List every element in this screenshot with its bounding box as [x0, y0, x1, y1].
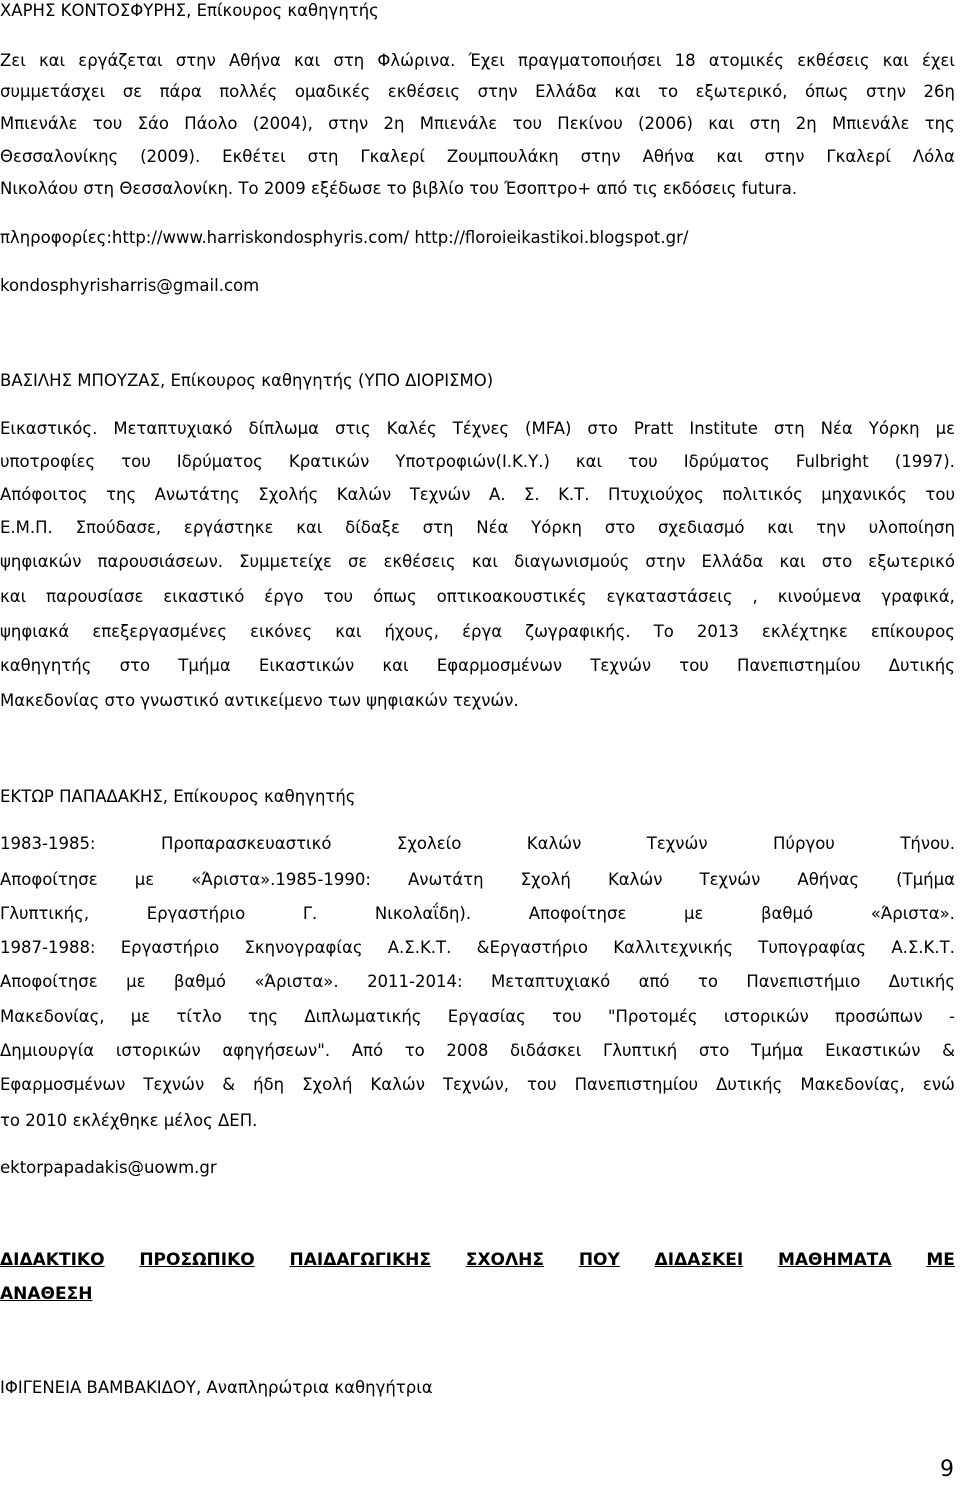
word: Τμήμα	[751, 1041, 804, 1060]
word: Μπιενάλε	[832, 114, 910, 133]
word: στη	[749, 114, 781, 133]
section-3-line-3	[0, 903, 955, 925]
word: Α.Σ.Κ.Τ.	[891, 938, 955, 957]
word: Αθήνα	[642, 147, 695, 166]
word: Ζει	[0, 51, 26, 70]
word: όπως	[804, 82, 849, 101]
word: Αποφοίτησε	[0, 870, 98, 889]
word: με	[134, 870, 155, 889]
section-3-line-6	[0, 1006, 955, 1028]
word: Τυπογραφίας	[758, 938, 867, 957]
word: Σπούδασε,	[75, 518, 162, 537]
word: Κ.Τ.	[558, 485, 590, 504]
word: και	[575, 452, 603, 471]
word: «Άριστα».1985-1990:	[191, 870, 371, 889]
word: το	[404, 1041, 425, 1060]
word: Σχολείο	[396, 834, 462, 853]
word: «Άριστα».	[870, 904, 955, 923]
word: Μπιενάλε	[419, 114, 498, 133]
section-1-line-1	[0, 50, 955, 72]
section-1-line-4	[0, 146, 955, 168]
word: της	[106, 485, 137, 504]
word: Εικαστικός.	[0, 419, 98, 438]
word: Γλυπτικής,	[0, 904, 90, 923]
word: το	[697, 972, 718, 991]
section-2-heading: ΒΑΣΙΛΗΣ ΜΠΟΥΖΑΣ, Επίκουρος καθηγητής (ΥΠΟ ΔΙΟΡΙΣΜΟ)	[0, 371, 494, 390]
word: από	[638, 972, 670, 991]
word: Γκαλερί	[826, 147, 891, 166]
word: ζωγραφικής.	[525, 622, 631, 641]
word: ήχους,	[384, 622, 440, 641]
word: 1987-1988:	[0, 938, 96, 957]
word: Καλές	[386, 419, 437, 438]
word: οπτικοακουστικές	[436, 587, 587, 606]
word: βαθμό	[173, 972, 227, 991]
section-3-line-5	[0, 971, 955, 993]
section-2-line-4	[0, 517, 955, 539]
word: (1997).	[894, 452, 955, 471]
word: Λόλα	[912, 147, 955, 166]
word: Διπλωματικής	[304, 1007, 422, 1026]
word: Εικαστικών	[825, 1041, 921, 1060]
word: του	[512, 114, 543, 133]
word: του	[121, 452, 151, 471]
word: το	[658, 82, 679, 101]
word: Μεταπτυχιακό	[490, 972, 611, 991]
word: Εφαρμοσμένων	[436, 656, 563, 675]
word: Τέχνες	[452, 419, 510, 438]
word: Καλών	[336, 485, 392, 504]
word: Εργαστήριο	[146, 904, 246, 923]
word: στη	[422, 518, 454, 537]
last-entry-heading: ΙΦΙΓΕΝΕΙΑ ΒΑΜΒΑΚΙΔΟΥ, Αναπληρώτρια καθηγήτρια	[0, 1378, 433, 1397]
word: Εργαστήριο	[120, 938, 220, 957]
section-2-line-3	[0, 484, 955, 506]
section-1-line-3	[0, 113, 955, 135]
word: Τεχνών	[409, 485, 471, 504]
word: Καλλιτεχνικής	[613, 938, 734, 957]
word: στην	[865, 82, 907, 101]
word: Μακεδονίας,	[0, 1007, 105, 1026]
word: αφηγήσεων".	[222, 1041, 331, 1060]
word: Σάο	[137, 114, 169, 133]
word: -	[948, 1007, 955, 1026]
word: Δυτικής	[888, 656, 955, 675]
word: &	[942, 1041, 955, 1060]
word: Πανεπιστήμιο	[746, 972, 861, 991]
word: Μακεδονίας,	[800, 1075, 905, 1094]
word: Νικολαΐδη).	[374, 904, 472, 923]
word: 2η	[383, 114, 405, 133]
word: εκθέσεις	[797, 51, 870, 70]
word: Ζουμπουλάκη	[446, 147, 559, 166]
word: και	[294, 51, 321, 70]
word: σε	[122, 82, 143, 101]
section-2-line-5	[0, 551, 955, 573]
word: με	[683, 904, 704, 923]
word: ΔΙΔΑΣΚΕΙ	[654, 1250, 744, 1270]
word: και	[779, 552, 806, 571]
section-3-email-link[interactable]: ektorpapadakis@uowm.gr	[0, 1158, 217, 1177]
word: Αθήνας	[797, 870, 860, 889]
word: ΠΟΥ	[578, 1250, 620, 1270]
word: με	[130, 1007, 151, 1026]
word: εξωτερικό,	[695, 82, 788, 101]
word: Σχολή	[302, 1075, 353, 1094]
word: πολιτικός	[722, 485, 803, 504]
word: στην	[477, 82, 518, 101]
word: εικόνες	[250, 622, 313, 641]
word: Γλυπτική	[603, 1041, 678, 1060]
word: 18	[674, 51, 696, 70]
word: συμμετάσχει	[0, 82, 106, 101]
word: Έχει	[468, 51, 505, 70]
word: έργα	[462, 622, 503, 641]
word: Ελλάδα	[701, 552, 764, 571]
word: Σχολή	[520, 870, 571, 889]
word: σχεδιασμό	[658, 518, 745, 537]
section-2-line-2	[0, 451, 955, 473]
word: του	[925, 485, 955, 504]
word: Καλών	[370, 1075, 425, 1094]
section-2-line-6	[0, 586, 955, 608]
word: Πανεπιστημίου	[574, 1075, 699, 1094]
section-3-line-8	[0, 1074, 955, 1096]
word: ΔΙΔΑΚΤΙΚΟ	[0, 1250, 105, 1270]
section-3-line-1	[0, 833, 955, 855]
word: Εκθέτει	[222, 147, 286, 166]
word: Καλών	[526, 834, 582, 853]
word: δίπλωμα	[248, 419, 320, 438]
word: καθηγητής	[0, 656, 92, 675]
word: στην	[328, 114, 369, 133]
word: Νέα	[476, 518, 509, 537]
word: Εικαστικών	[258, 656, 355, 675]
section-3-line-7	[0, 1040, 955, 1062]
word: όπως	[373, 587, 417, 606]
word: Pratt	[633, 419, 674, 438]
word: Πύργου	[773, 834, 835, 853]
word: στην	[175, 51, 216, 70]
word: ψηφιακών	[0, 552, 82, 571]
word: Δυτικής	[716, 1075, 783, 1094]
word: Δυτικής	[888, 972, 955, 991]
word: ενώ	[922, 1075, 955, 1094]
section-1-line-5: Νικολάου στη Θεσσαλονίκη. Το 2009 εξέδωσε το βιβλίο του Έσοπτρο+ από τις εκδόσεις futura.	[0, 179, 798, 198]
word: Αποφοίτησε	[528, 904, 627, 923]
word: και	[296, 518, 323, 537]
word: Τεχνών	[699, 870, 761, 889]
word: γραφικά,	[881, 587, 955, 606]
word: ψηφιακά	[0, 622, 70, 641]
word: (2006)	[638, 114, 693, 133]
word: Α.	[488, 485, 506, 504]
word: ατομικές	[708, 51, 785, 70]
word: του	[679, 656, 709, 675]
word: Τμήμα	[178, 656, 231, 675]
word: του	[323, 587, 354, 606]
word: Πανεπιστημίου	[737, 656, 861, 675]
word: και	[0, 587, 27, 606]
word: στην	[645, 552, 686, 571]
word: μηχανικός	[821, 485, 907, 504]
word: παρουσιάσεων.	[97, 552, 224, 571]
bold-heading-line-1	[0, 1249, 955, 1271]
word: Σχολής	[258, 485, 319, 504]
word: Fulbright	[795, 452, 869, 471]
word: ιστορικών	[723, 1007, 809, 1026]
word: εκθέσεις	[383, 552, 456, 571]
word: 26η	[923, 82, 955, 101]
word: Συμμετείχε	[239, 552, 332, 571]
word: διαγωνισμούς	[514, 552, 630, 571]
word: και	[614, 82, 641, 101]
word: 1983-1985:	[0, 834, 96, 853]
word: Το	[653, 622, 674, 641]
word: Αθήνα	[228, 51, 281, 70]
word: &	[222, 1075, 236, 1094]
word: Γκαλερί	[360, 147, 425, 166]
word: ΜΕ	[926, 1250, 955, 1270]
word: και	[716, 147, 743, 166]
word: Ιδρύματος	[683, 452, 770, 471]
word: (MFA)	[525, 419, 572, 438]
word: Τεχνών,	[442, 1075, 509, 1094]
word: του	[628, 452, 658, 471]
word: υποτροφίες	[0, 452, 96, 471]
word: με	[126, 972, 146, 991]
word: Τεχνών	[590, 656, 652, 675]
word: στο	[587, 419, 618, 438]
section-1-website-link[interactable]: πληροφορίες:http://www.harriskondosphyris.com/ http://floroieikastikoi.blogspot.gr/	[0, 228, 689, 247]
word: 2η	[795, 114, 817, 133]
word: δίδαξε	[345, 518, 400, 537]
word: 2013	[696, 622, 739, 641]
word: ομαδικές	[294, 82, 371, 101]
section-2-line-8	[0, 655, 955, 677]
word: Υποτροφιών(Ι.Κ.Υ.)	[395, 452, 550, 471]
word: Καλών	[607, 870, 663, 889]
word: στις	[335, 419, 371, 438]
word: (2009).	[140, 147, 201, 166]
word: πολλές	[219, 82, 278, 101]
word: τίτλο	[176, 1007, 222, 1026]
word: Τεχνών	[143, 1075, 205, 1094]
word: Εφαρμοσμένων	[0, 1075, 126, 1094]
section-3-line-2	[0, 869, 955, 891]
word: ΠΡΟΣΩΠΙΚΟ	[139, 1250, 255, 1270]
word: Κρατικών	[288, 452, 370, 471]
word: «Άριστα».	[254, 972, 339, 991]
word: πραγματοποιήσει	[517, 51, 662, 70]
word: Τεχνών	[646, 834, 708, 853]
word: Ανωτάτη	[408, 870, 484, 889]
word: ΣΧΟΛΗΣ	[465, 1250, 544, 1270]
word: Σκηνογραφίας	[244, 938, 363, 957]
word: ιστορικών	[115, 1041, 201, 1060]
word: εκλέχτηκε	[761, 622, 848, 641]
word: Σ.	[523, 485, 540, 504]
word: Ελλάδα	[535, 82, 597, 101]
word: στο	[604, 518, 636, 537]
word: στην	[580, 147, 621, 166]
word: σε	[347, 552, 368, 571]
word: Δημιουργία	[0, 1041, 95, 1060]
word: στη	[333, 51, 365, 70]
word: στο	[821, 552, 853, 571]
word: κινούμενα	[777, 587, 862, 606]
word: την	[816, 518, 846, 537]
word: εγκαταστάσεις	[606, 587, 733, 606]
word: Ανωτάτης	[154, 485, 240, 504]
section-2-line-1	[0, 418, 955, 440]
word: εξωτερικό	[868, 552, 955, 571]
word: του	[552, 1007, 582, 1026]
word: επίκουρος	[870, 622, 955, 641]
word: Από	[351, 1041, 384, 1060]
section-3-heading: ΕΚΤΩΡ ΠΑΠΑΔΑΚΗΣ, Επίκουρος καθηγητής	[0, 787, 356, 806]
word: Μεταπτυχιακό	[113, 419, 233, 438]
section-3-line-4	[0, 937, 955, 959]
word: Μπιενάλε	[0, 114, 78, 133]
word: και	[38, 51, 66, 70]
word: (2004),	[252, 114, 313, 133]
page-number: 9	[940, 1457, 954, 1482]
word: Εργασίας	[447, 1007, 526, 1026]
word: της	[924, 114, 955, 133]
word: έργο	[264, 587, 304, 606]
word: πάρα	[159, 82, 202, 101]
word: Τήνου.	[900, 834, 955, 853]
word: ΜΑΘΗΜΑΤΑ	[777, 1250, 892, 1270]
word: και	[708, 114, 735, 133]
word: στο	[698, 1041, 730, 1060]
word: εργάστηκε	[183, 518, 274, 537]
word: &Εργαστήριο	[476, 938, 588, 957]
word: και	[767, 518, 794, 537]
word: της	[248, 1007, 279, 1026]
word: στη	[773, 419, 805, 438]
word: Υόρκη	[531, 518, 582, 537]
word: Ε.Μ.Π.	[0, 518, 53, 537]
word: με	[935, 419, 955, 438]
word: Φλώρινα.	[377, 51, 456, 70]
word: Νέα	[820, 419, 853, 438]
word: επεξεργασμένες	[92, 622, 228, 641]
word: βαθμό	[761, 904, 814, 923]
word: "Προτομές	[607, 1007, 698, 1026]
section-2-line-7	[0, 621, 955, 643]
section-1-email-link[interactable]: kondosphyrisharris@gmail.com	[0, 276, 260, 295]
word: ΠΑΙΔΑΓΩΓΙΚΗΣ	[289, 1250, 432, 1270]
section-1-line-2	[0, 81, 955, 103]
word: 2011-2014:	[367, 972, 463, 991]
word: στη	[307, 147, 339, 166]
section-2-line-9: Μακεδονίας στο γνωστικό αντικείμενο των ψηφιακών τεχνών.	[0, 691, 519, 710]
word: διδάσκει	[510, 1041, 582, 1060]
word: Γ.	[302, 904, 318, 923]
bold-heading-line-2: ΑΝΑΘΕΣΗ	[0, 1284, 93, 1304]
word: 2008	[446, 1041, 489, 1060]
word: υλοποίηση	[868, 518, 955, 537]
word: του	[92, 114, 123, 133]
word: εκθέσεις	[387, 82, 461, 101]
word: παρουσίασε	[46, 587, 144, 606]
word: (Τμήμα	[896, 870, 955, 889]
word: Ιδρύματος	[176, 452, 263, 471]
word: και	[471, 552, 499, 571]
word: στην	[764, 147, 805, 166]
word: και	[382, 656, 409, 675]
word: Υόρκη	[868, 419, 920, 438]
word: εργάζεται	[78, 51, 163, 70]
word: ,	[752, 587, 758, 606]
word: ήδη	[253, 1075, 285, 1094]
word: Θεσσαλονίκης	[0, 147, 119, 166]
word: Απόφοιτος	[0, 485, 88, 504]
word: Πτυχιούχος	[607, 485, 704, 504]
word: Αποφοίτησε	[0, 972, 98, 991]
word: και	[882, 51, 909, 70]
word: εικαστικό	[163, 587, 245, 606]
word: Α.Σ.Κ.Τ.	[387, 938, 452, 957]
word: Πάολο	[184, 114, 238, 133]
section-3-line-9: το 2010 εκλέχθηκε μέλος ΔΕΠ.	[0, 1111, 258, 1130]
word: προσώπων	[834, 1007, 923, 1026]
word: και	[335, 622, 362, 641]
section-1-heading: ΧΑΡΗΣ ΚΟΝΤΟΣΦΥΡΗΣ, Επίκουρος καθηγητής	[0, 1, 379, 20]
word: του	[526, 1075, 557, 1094]
word: έχει	[921, 51, 955, 70]
word: στο	[119, 656, 151, 675]
word: Προπαρασκευαστικό	[160, 834, 332, 853]
word: Institute	[689, 419, 758, 438]
word: Πεκίνου	[557, 114, 623, 133]
